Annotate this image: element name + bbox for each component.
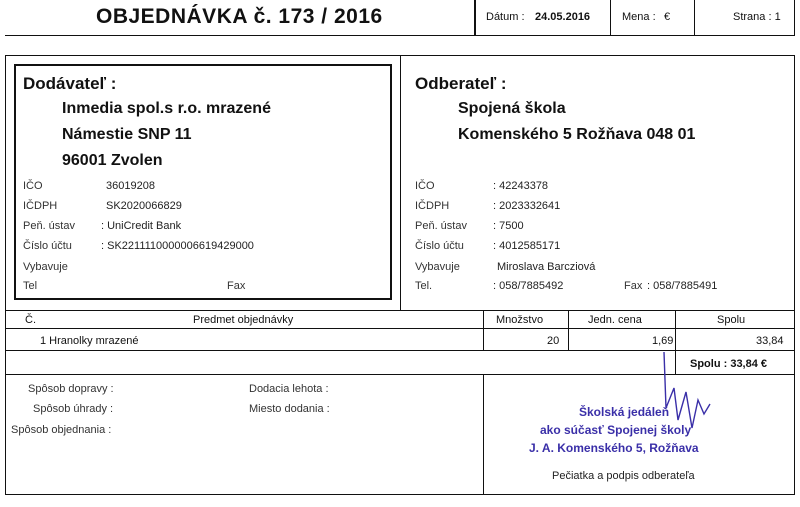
delivery-term: Dodacia lehota :: [249, 383, 329, 395]
customer-field-value: : 4012585171: [493, 240, 561, 252]
transport-method: Spôsob dopravy :: [28, 383, 114, 395]
customer-fax-label: Fax: [624, 280, 643, 292]
document-title: OBJEDNÁVKA č. 173 / 2016: [96, 5, 383, 28]
supplier-field-value: 36019208: [106, 180, 155, 192]
customer-heading: Odberateľ :: [415, 74, 507, 93]
col-total-header: Spolu: [717, 314, 746, 326]
supplier-field-label: Číslo účtu: [23, 240, 72, 252]
signature-scribble: [652, 348, 732, 438]
supplier-tel-label: Tel: [23, 280, 38, 292]
col-number-header: Č.: [25, 314, 36, 326]
col-divider: [568, 310, 569, 350]
row-price: 1,69: [652, 335, 674, 347]
currency-label: Mena :: [622, 11, 656, 23]
supplier-city: 96001 Zvolen: [62, 152, 163, 169]
signature-divider: [483, 374, 484, 495]
row-qty: 20: [547, 335, 560, 347]
customer-field-value: : 7500: [493, 220, 524, 232]
customer-address: Komenského 5 Rožňava 048 01: [458, 126, 696, 143]
row-item: 1 Hranolky mrazené: [40, 335, 139, 347]
date-label: Dátum :: [486, 11, 525, 23]
customer-field-label: Číslo účtu: [415, 240, 464, 252]
supplier-field-label: IČO: [23, 180, 43, 192]
customer-field-value: : 42243378: [493, 180, 549, 192]
row-total: 33,84: [756, 335, 784, 347]
supplier-field-label: Peň. ústav: [23, 220, 75, 232]
sum-total: Spolu : 33,84 €: [690, 358, 768, 370]
supplier-field-value: : SK2211110000006619429000: [101, 240, 254, 252]
page-number: Strana : 1: [733, 11, 781, 23]
customer-field-label: IČDPH: [415, 200, 450, 212]
payment-method: Spôsob úhrady :: [33, 403, 114, 415]
supplier-field-value: : UniCredit Bank: [101, 220, 182, 232]
supplier-heading: Dodávateľ :: [23, 74, 117, 93]
customer-field-value: Miroslava Barcziová: [497, 261, 596, 273]
customer-tel-value: : 058/7885492: [493, 280, 564, 292]
supplier-street: Námestie SNP 11: [62, 126, 192, 143]
customer-field-label: Peň. ústav: [415, 220, 467, 232]
customer-field-label: Vybavuje: [415, 261, 460, 273]
col-qty-header: Množstvo: [496, 314, 544, 326]
customer-fax-value: : 058/7885491: [647, 280, 718, 292]
stamp-line-1: Školská jedáleň: [579, 405, 670, 419]
signature-label: Pečiatka a podpis odberateľa: [552, 470, 695, 482]
supplier-field-value: SK2020066829: [106, 200, 182, 212]
customer-tel-label: Tel.: [415, 280, 433, 292]
supplier-field-label: IČDPH: [23, 200, 58, 212]
stamp-line-2: ako súčasť Spojenej školy: [540, 423, 692, 437]
stamp-line-3: J. A. Komenského 5, Rožňava: [529, 441, 699, 455]
currency-value: €: [664, 11, 671, 23]
supplier-fax-label: Fax: [227, 280, 246, 292]
col-price-header: Jedn. cena: [588, 314, 642, 326]
table-header-line: [5, 328, 795, 329]
customer-field-value: : 2023332641: [493, 200, 561, 212]
table-top-line: [5, 310, 795, 311]
supplier-name: Inmedia spol.s r.o. mrazené: [62, 100, 271, 117]
supplier-field-label: Vybavuje: [23, 261, 68, 273]
delivery-place: Miesto dodania :: [249, 403, 330, 415]
customer-field-label: IČO: [415, 180, 435, 192]
order-method: Spôsob objednania :: [11, 424, 112, 436]
col-divider: [483, 310, 484, 350]
customer-name: Spojená škola: [458, 100, 566, 117]
date-value: 24.05.2016: [535, 11, 591, 23]
col-item-header: Predmet objednávky: [193, 314, 294, 326]
party-divider: [400, 55, 401, 310]
